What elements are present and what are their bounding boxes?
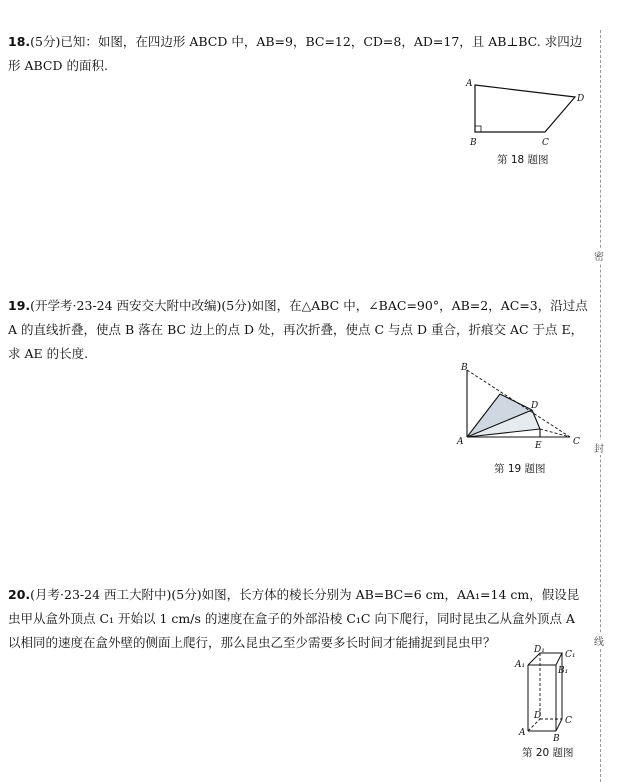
- question-number: 18.: [8, 34, 31, 49]
- margin-char-mi: 密: [594, 248, 604, 263]
- label-C1: C₁: [565, 650, 576, 660]
- margin-char-xian: 线: [594, 633, 604, 648]
- figure-20: [510, 645, 590, 745]
- figure-18: [460, 75, 590, 150]
- label-D: D: [531, 401, 539, 411]
- question-text: (月考·23-24 西工大附中)(5分)如图，长方体的棱长分别为 AB=BC=6 cm，AA₁=14 cm，假设昆虫甲从盒外顶点 C₁ 开始以 1 cm/s 的速度在盒子的外部沿棱 C₁C 向下爬行，同时昆虫乙从盒外顶点 A 以相同的速度在盒外壁的侧面上爬行，那么昆虫乙至少需要多长时间才能捕捉到昆虫甲？: [8, 587, 580, 650]
- question-text: (开学考·23-24 西安交大附中改编)(5分)如图，在△ABC 中，∠BAC=90°，AB=2，AC=3，沿过点 A 的直线折叠，使点 B 落在 BC 边上的点 D 处，再次折叠，使点 C 与点 D 重合，折痕交 AC 于点 E，求 AE 的长度.: [8, 298, 588, 361]
- label-E: E: [535, 441, 542, 451]
- question-number: 20.: [8, 587, 31, 602]
- label-A: A: [457, 437, 464, 447]
- figure-19-caption: 第 19 题图: [494, 463, 546, 475]
- label-C: C: [573, 437, 580, 447]
- question-18: [8, 30, 588, 78]
- binding-line: [600, 30, 601, 782]
- label-C: C: [565, 716, 572, 726]
- figure-20-caption: 第 20 题图: [522, 747, 574, 759]
- label-D1: D₁: [534, 645, 545, 655]
- margin-char-feng: 封: [594, 440, 604, 455]
- question-text: (5分)已知：如图，在四边形 ABCD 中，AB=9，BC=12，CD=8，AD=17，且 AB⊥BC. 求四边形 ABCD 的面积.: [8, 34, 583, 73]
- figure-18-caption: 第 18 题图: [497, 154, 549, 166]
- question-19: [8, 294, 588, 366]
- label-B: B: [553, 734, 560, 744]
- question-number: 19.: [8, 298, 31, 313]
- figure-19: [455, 362, 585, 452]
- question-20: [8, 583, 588, 655]
- label-B: B: [470, 138, 477, 148]
- label-A: A: [519, 728, 526, 738]
- label-A: A: [466, 79, 473, 89]
- label-D: D: [534, 711, 542, 721]
- label-A1: A₁: [515, 660, 526, 670]
- label-B: B: [461, 363, 468, 373]
- label-C: C: [542, 138, 549, 148]
- label-B1: B₁: [558, 666, 569, 676]
- label-D: D: [577, 94, 585, 104]
